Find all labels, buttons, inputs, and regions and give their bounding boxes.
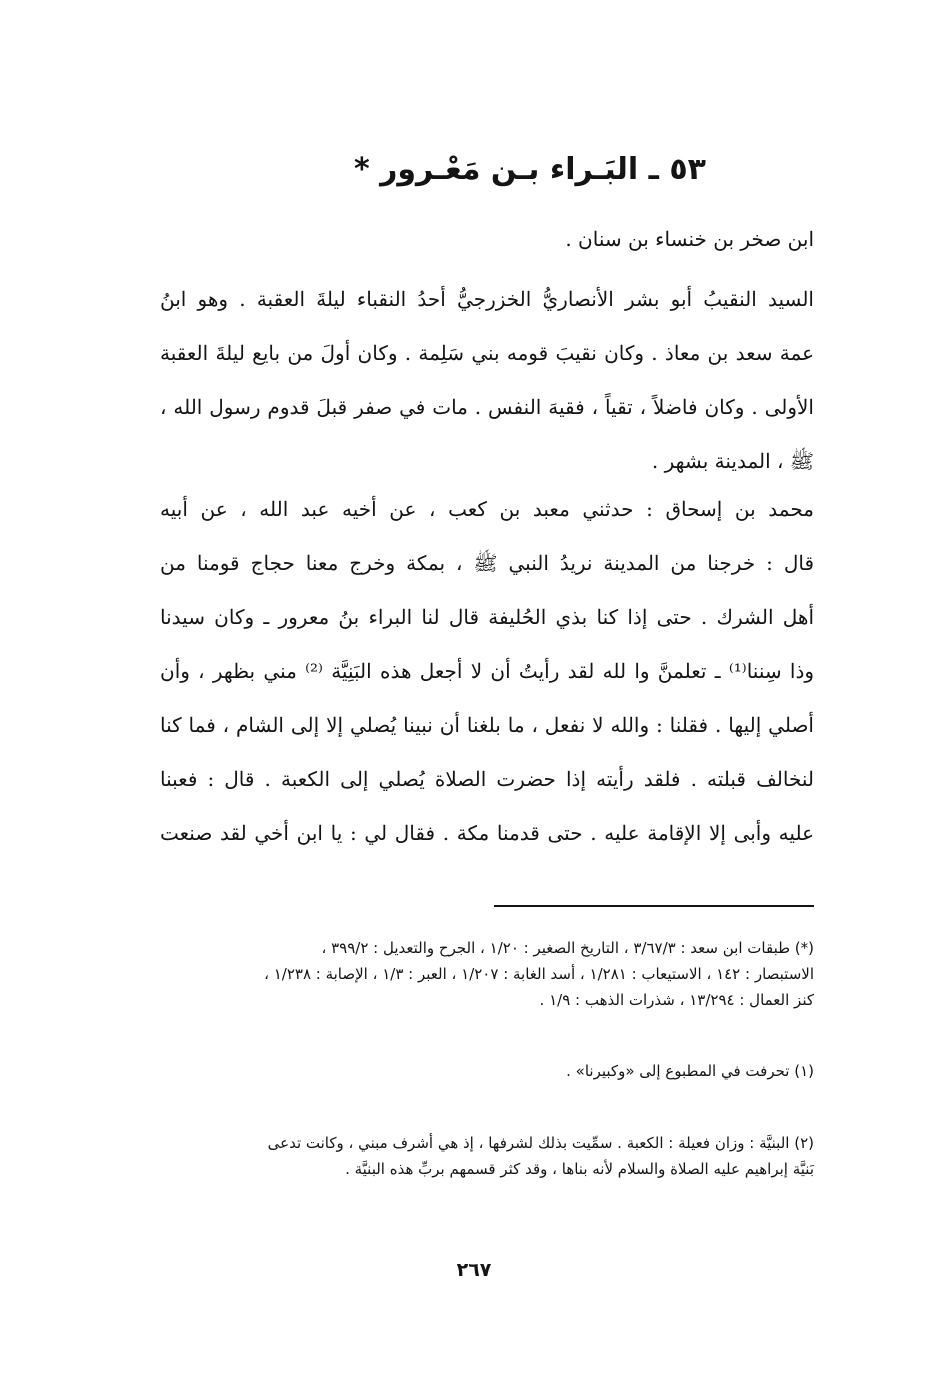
text-line: عمة سعد بن معاذ . وكان نقيبَ قومه بني سَلِمة . وكان أولَ من بايع ليلةَ العقبة (160, 341, 814, 365)
footnote-1 (160, 1058, 814, 1084)
footnote-separator (494, 905, 814, 907)
footnote-2 (160, 1130, 814, 1182)
footnote-line: بَنيَّة إبراهيم عليه الصلاة والسلام لأنه بناها ، وقد كثر قسمهم بربِّ هذه البنيَّة . (345, 1160, 814, 1178)
text-line: أهل الشرك . حتى إذا كنا بذي الحُليفة قال لنا البراء بنُ معرور ـ وكان سيدنا (160, 605, 814, 629)
page-number: ٢٦٧ (456, 1259, 492, 1281)
text-line: ﷺ ، المدينة بشهر . (651, 449, 814, 473)
text-line: محمد بن إسحاق : حدثني معبد بن كعب ، عن أخيه عبد الله ، عن أبيه (160, 497, 814, 521)
footnote-line: الاستبصار : ١٤٢ ، الاستيعاب : ١/٢٨١ ، أسد الغابة : ١/٢٠٧ ، العبر : ١/٣ ، الإصابة : ١/٢٣٨ ، (264, 965, 814, 983)
text-line: السيد النقيبُ أبو بشر الأنصاريُّ الخزرجيُّ أحدُ النقباء ليلةَ العقبة . وهو ابنُ (160, 287, 814, 311)
text-line: لنخالف قبلته . فلقد رأيته إذا حضرت الصلاة يُصلي إلى الكعبة . قال : فعبنا (160, 767, 814, 791)
text-line: عليه وأبى إلا الإقامة عليه . حتى قدمنا مكة . فقال لي : يا ابن أخي لقد صنعت (160, 821, 814, 845)
chapter-title: ٥٣ ـ البَـراء بـن مَعْـرور * (354, 152, 706, 187)
footnote-line: (*) طبقات ابن سعد : ٣/٦٧/٣ ، التاريخ الصغير : ١/٢٠ ، الجرح والتعديل : ٣٩٩/٢ ، (321, 939, 814, 957)
paragraph-biography (160, 272, 814, 488)
text-line: أصلي إليها . فقلنا : والله لا نفعل ، ما بلغنا أن نبينا يُصلي إلا إلى الشام ، فما كنا (160, 713, 814, 737)
paragraph-narration (160, 482, 814, 860)
footnote-line: كنز العمال : ١٣/٢٩٤ ، شذرات الذهب : ١/٩ . (539, 991, 814, 1009)
footnote-sources (160, 935, 814, 1013)
text-line: الأولى . وكان فاضلاً ، تقياً ، فقيهَ النفس . مات في صفر قبلَ قدوم رسول الله ، (160, 395, 814, 419)
text-line: قال : خرجنا من المدينة نريدُ النبي ﷺ ، بمكة وخرج معنا حجاج قومنا من (160, 551, 814, 575)
text-line: وذا سِننا⁽¹⁾ ـ تعلمنَّ وا لله لقد رأيتُ أن لا أجعل هذه البَنِيَّة ⁽²⁾ مني بظهر ، وأن (160, 659, 814, 683)
paragraph-lineage (160, 212, 814, 266)
footnote-line: (٢) البنيَّة : وزان فعيلة : الكعبة . سمِّيت بذلك لشرفها ، إذ هي أشرف مبني ، وكانت تدعى (267, 1134, 814, 1152)
footnote-line: (١) تحرفت في المطبوع إلى «وكبيرنا» . (566, 1062, 814, 1080)
text-line: ابن صخر بن خنساء بن سنان . (565, 227, 814, 251)
